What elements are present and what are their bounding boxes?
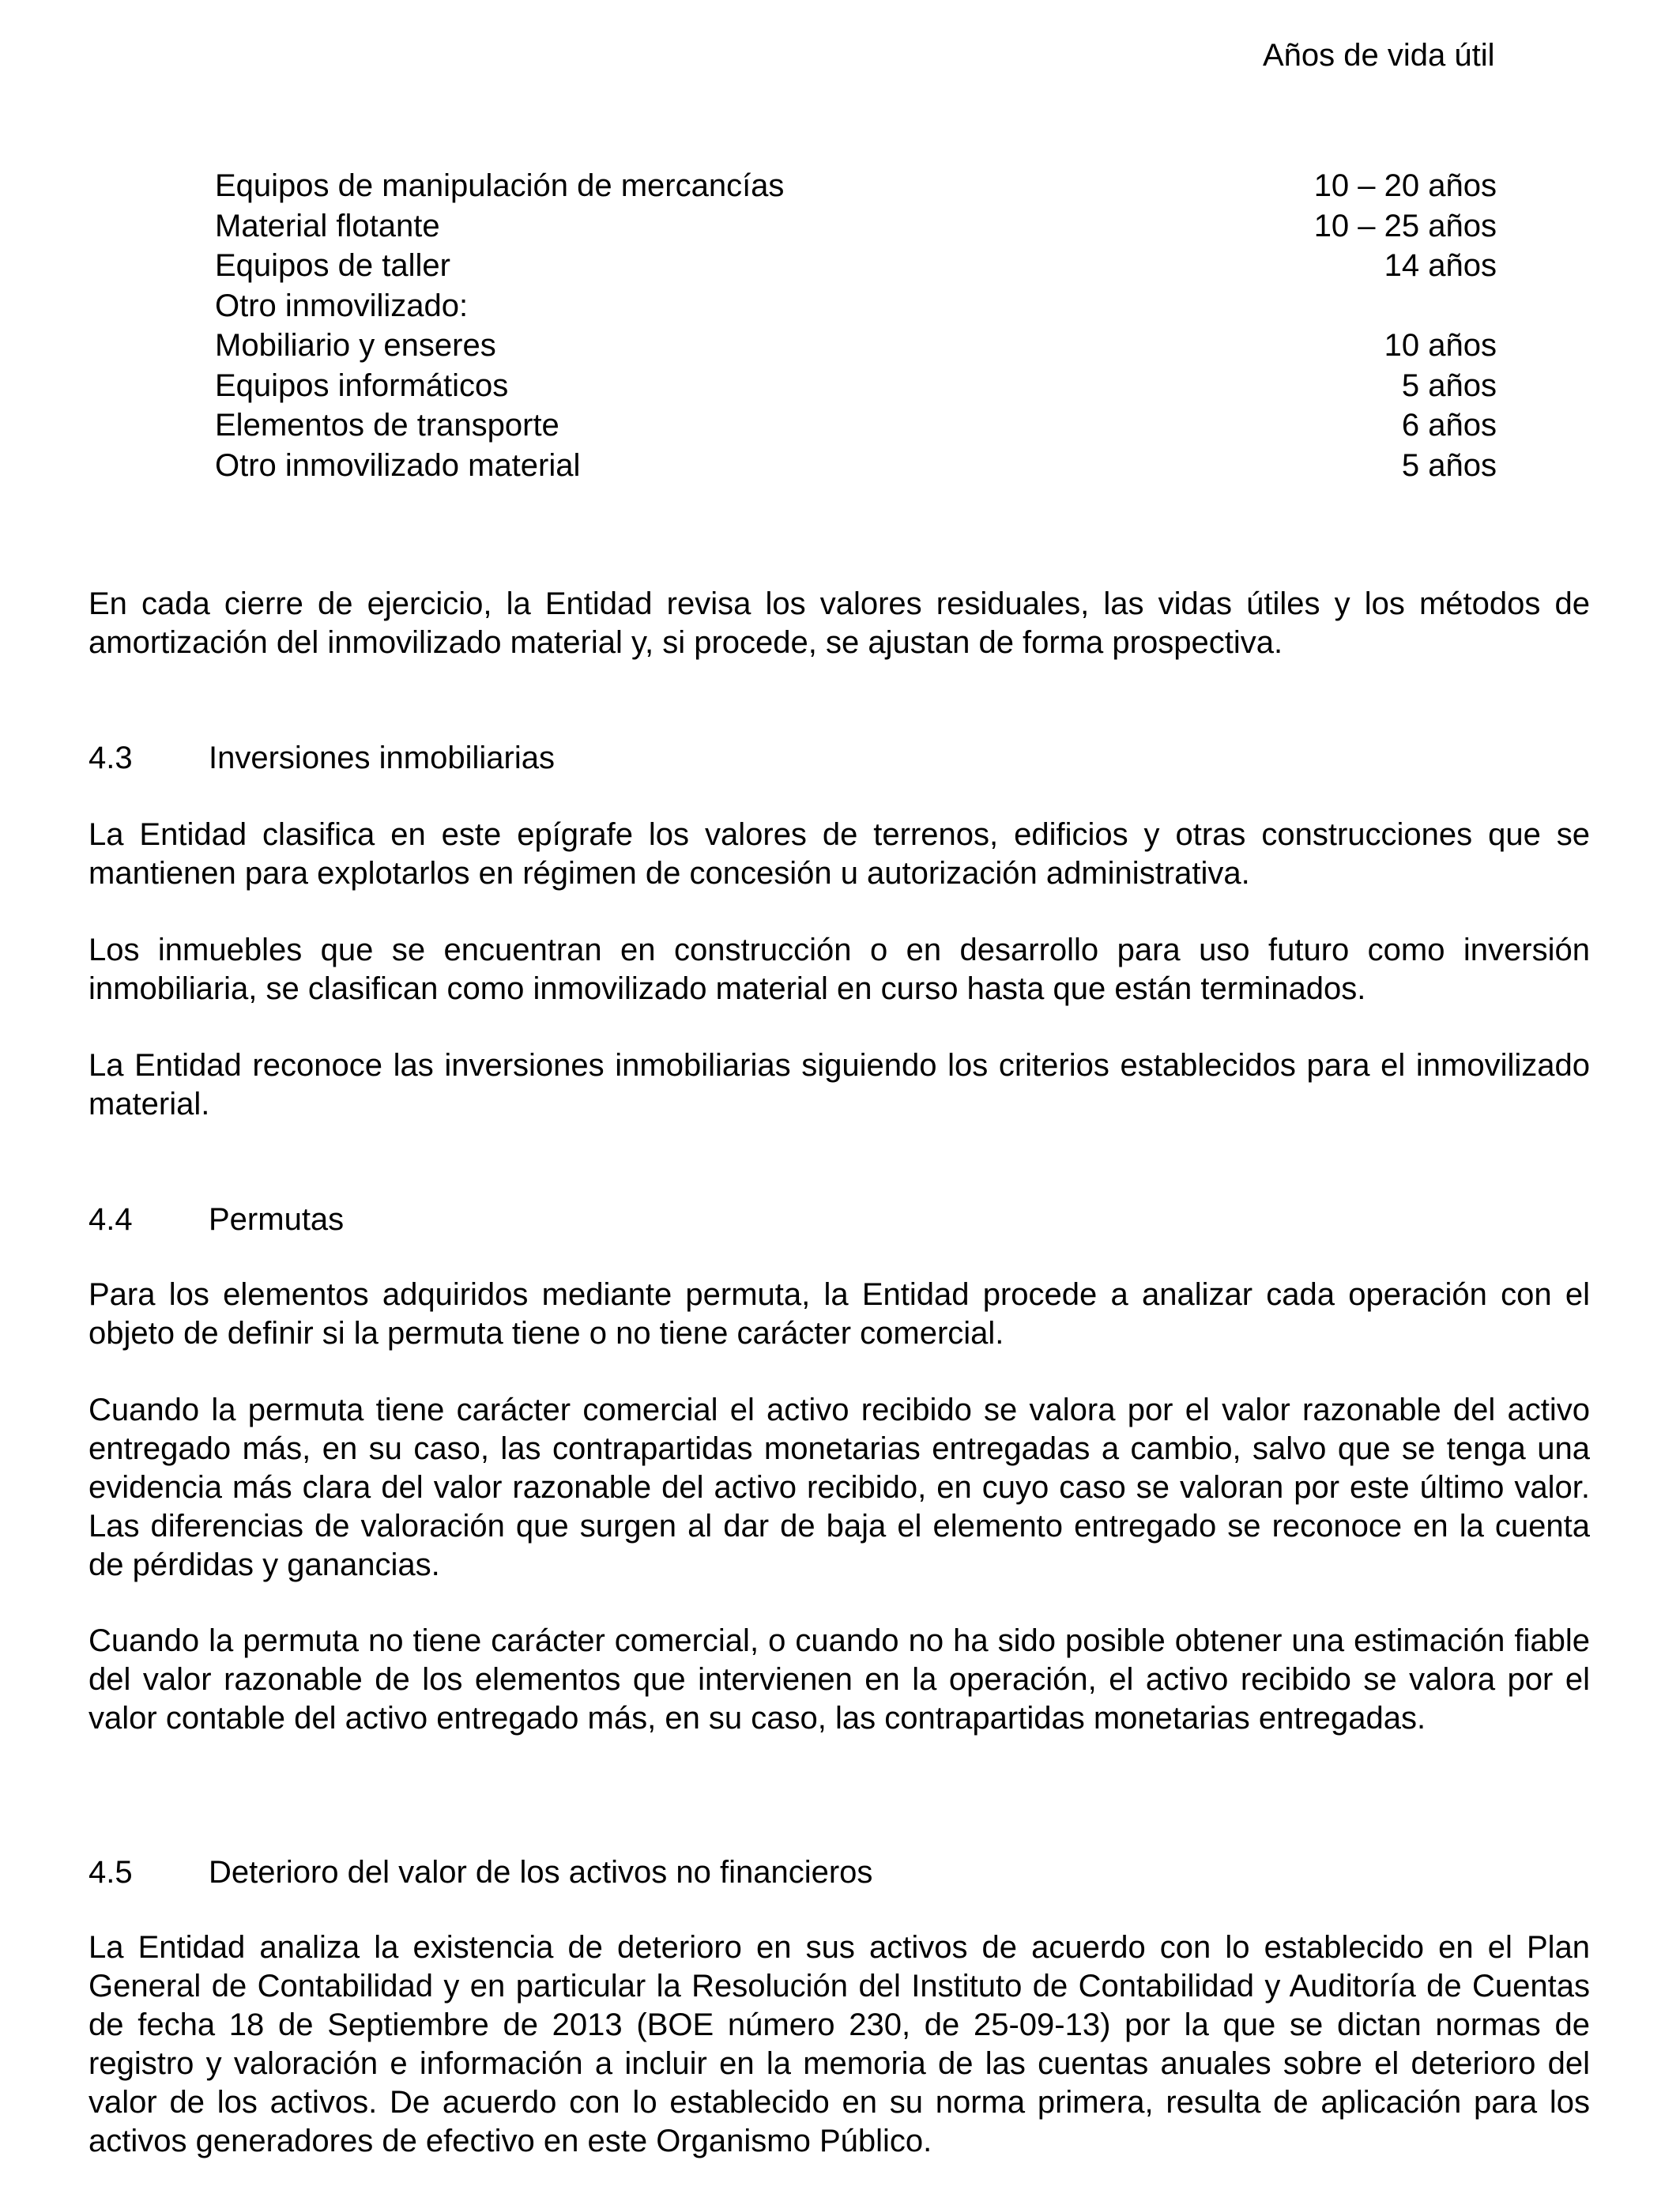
paragraph: La Entidad analiza la existencia de deterioro en sus activos de acuerdo con lo establecido en el Plan General de Contabilidad y en particular la Resolución del Instituto de Contabilidad y Auditoría de Cuentas de fecha 18 de Septiembre de 2013 (BOE número 230, de 25-09-13) por la que se dictan normas de registro y valoración e información a incluir en la memoria de las cuentas anuales sobre el deterioro del valor de los activos. De acuerdo con lo establecido en su norma primera, resulta de aplicación para los activos generadores de efectivo en este Organismo Público. [89, 1930, 1590, 2158]
paragraph: En cada cierre de ejercicio, la Entidad revisa los valores residuales, las vidas útiles y los métodos de amortización del inmovilizado material y, si procede, se ajustan de forma prospectiva. [89, 586, 1590, 660]
paragraph: Cuando la permuta tiene carácter comercial el activo recibido se valora por el valor razonable del activo entregado más, en su caso, las contrapartidas monetarias entregadas a cambio, salvo que se tenga una evidencia más clara del valor razonable del activo recibido, en cuyo caso se valoran por este último valor. Las diferencias de valoración que surgen al dar de baja el elemento entregado se reconoce en la cuenta de pérdidas y ganancias. [89, 1393, 1590, 1582]
section-heading-4-5 [89, 1853, 872, 1892]
section-number: 4.3 [89, 741, 133, 775]
paragraph: Los inmuebles que se encuentran en construcción o en desarrollo para uso futuro como inversión inmobiliaria, se clasifican como inmovilizado material en curso hasta que están terminados. [89, 933, 1590, 1006]
useful-life-column-header: Años de vida útil [1263, 38, 1495, 73]
useful-life-value: 5 años [1401, 447, 1497, 483]
asset-label: Otro inmovilizado material [215, 447, 581, 483]
useful-life-table [215, 166, 1497, 485]
table-row [215, 366, 1497, 406]
asset-label: Equipos de manipulación de mercancías [215, 168, 785, 203]
paragraph: Para los elementos adquiridos mediante permuta, la Entidad procede a analizar cada operación con el objeto de definir si la permuta tiene o no tiene carácter comercial. [89, 1277, 1590, 1351]
section-4-4-paragraph-1 [89, 1276, 1590, 1353]
section-4-3-paragraph-1 [89, 816, 1590, 893]
asset-label: Mobiliario y enseres [215, 328, 496, 363]
section-4-4-paragraph-2 [89, 1391, 1590, 1585]
section-heading-4-4 [89, 1200, 344, 1239]
section-4-3-paragraph-2 [89, 931, 1590, 1008]
table-row [215, 206, 1497, 247]
section-heading-4-3 [89, 738, 555, 778]
paragraph: La Entidad clasifica en este epígrafe los valores de terrenos, edificios y otras construcciones que se mantienen para explotarlos en régimen de concesión u autorización administrativa. [89, 817, 1590, 891]
useful-life-value: 6 años [1401, 408, 1497, 443]
useful-life-value: 10 – 20 años [1313, 168, 1497, 203]
section-4-3-paragraph-3 [89, 1046, 1590, 1124]
section-title: Deterioro del valor de los activos no financieros [209, 1855, 873, 1890]
intro-paragraph [89, 585, 1590, 662]
useful-life-value: 10 años [1384, 328, 1497, 363]
table-row [215, 446, 1497, 486]
section-4-5-paragraph-1 [89, 1928, 1590, 2161]
table-row [215, 246, 1497, 286]
paragraph: La Entidad reconoce las inversiones inmobiliarias siguiendo los criterios establecidos para el inmovilizado material. [89, 1048, 1590, 1122]
asset-label: Equipos de taller [215, 248, 450, 283]
paragraph: Cuando la permuta no tiene carácter comercial, o cuando no ha sido posible obtener una estimación fiable del valor razonable de los elementos que intervienen en la operación, el activo recibido se valora por el valor contable del activo entregado más, en su caso, las contrapartidas monetarias entregadas. [89, 1623, 1590, 1736]
section-number: 4.4 [89, 1202, 133, 1237]
asset-label: Material flotante [215, 208, 440, 243]
section-title: Inversiones inmobiliarias [209, 741, 555, 775]
useful-life-value: 10 – 25 años [1313, 208, 1497, 243]
useful-life-value: 5 años [1401, 368, 1497, 403]
section-title: Permutas [209, 1202, 345, 1237]
asset-group-label: Otro inmovilizado: [215, 288, 469, 323]
table-row [215, 286, 1497, 326]
section-4-4-paragraph-3 [89, 1622, 1590, 1738]
section-number: 4.5 [89, 1855, 133, 1890]
useful-life-value: 14 años [1384, 248, 1497, 283]
table-row [215, 166, 1497, 206]
table-row [215, 326, 1497, 366]
table-row [215, 405, 1497, 446]
asset-label: Elementos de transporte [215, 408, 559, 443]
asset-label: Equipos informáticos [215, 368, 509, 403]
